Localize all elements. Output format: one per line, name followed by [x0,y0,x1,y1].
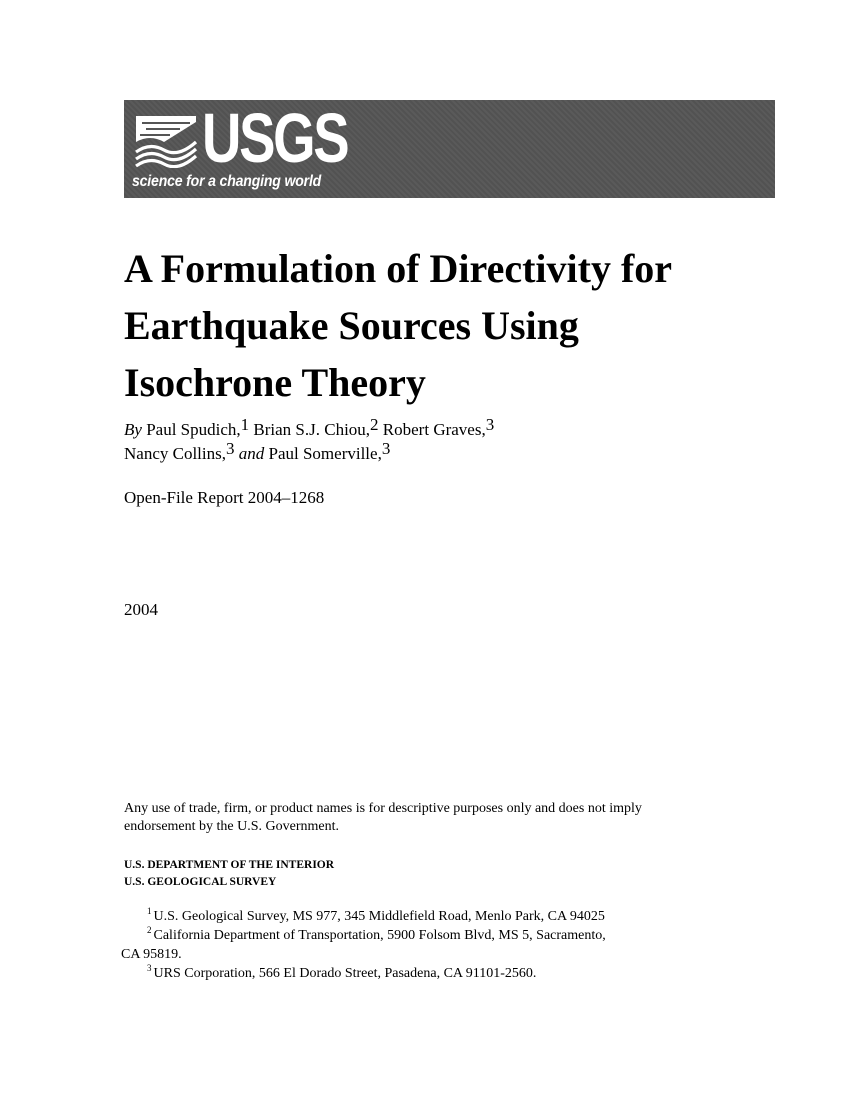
department-line-2: U.S. GEOLOGICAL SURVEY [124,876,277,888]
byline-line-2 [124,439,764,466]
footnote-text: URS Corporation, 566 El Dorado Street, Pasadena, CA 91101-2560. [153,966,537,981]
author-byline [124,415,764,466]
author-affiliation-mark: 3 [381,439,391,458]
report-title [124,240,764,411]
disclaimer-text: Any use of trade, firm, or product names is for descriptive purposes only and does not imply endorsement by the U.S. Government. [124,801,642,834]
footnote-3 [121,964,721,983]
usgs-tagline: science for a changing world [132,173,322,190]
title-line-1: A Formulation of Directivity for [124,246,673,291]
affiliation-footnotes [121,907,721,983]
footnote-mark: 3 [147,963,152,973]
author-name: Nancy Collins, [124,444,226,463]
author-name: Paul Somerville, [268,444,382,463]
author-name: Brian S.J. Chiou, [253,420,371,439]
footnote-mark: 2 [147,925,152,935]
footnote-text: California Department of Transportation, 5900 Folsom Blvd, MS 5, Sacramento, [153,928,606,943]
department-line-1: U.S. DEPARTMENT OF THE INTERIOR [124,859,335,871]
author-affiliation-mark: 2 [370,415,379,434]
byline-line-1 [124,415,764,442]
report-number: Open-File Report 2004–1268 [124,488,325,507]
footnote-mark: 1 [147,906,152,916]
author-name: Robert Graves, [382,420,486,439]
footnote-text: U.S. Geological Survey, MS 977, 345 Middlefield Road, Menlo Park, CA 94025 [153,909,605,924]
author-name: Paul Spudich, [146,420,241,439]
footnote-1 [121,907,721,926]
author-affiliation-mark: 3 [226,439,235,458]
department-block [124,857,334,891]
usgs-waves-icon [134,112,198,168]
author-affiliation-mark: 3 [485,415,495,434]
footnote-2-continuation: CA 95819. [121,947,182,962]
and-word: and [238,444,265,463]
footnote-2 [121,926,721,945]
usgs-logo-banner [124,100,775,198]
title-line-3: Isochrone Theory [124,360,426,405]
author-affiliation-mark: 1 [240,415,250,434]
by-word: By [124,420,142,439]
publication-year: 2004 [124,600,158,619]
title-line-2: Earthquake Sources Using [124,303,579,348]
usgs-wordmark: USGS [202,100,348,177]
